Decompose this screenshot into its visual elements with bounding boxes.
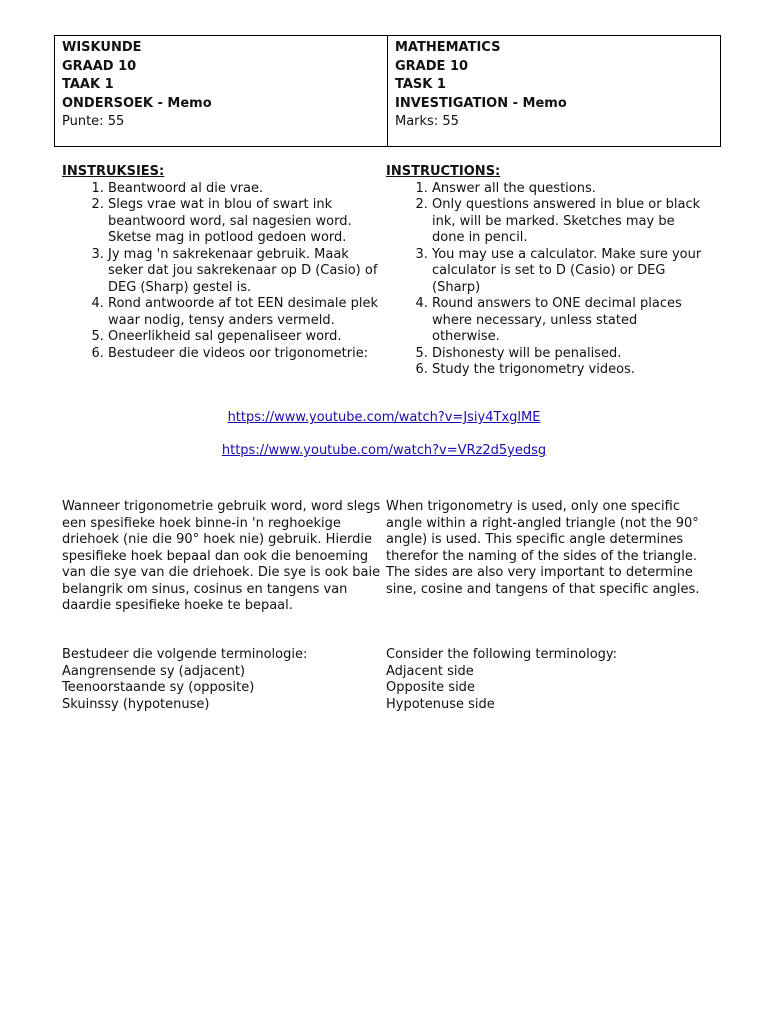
video-link-1-row	[0, 410, 768, 427]
instructions-english	[386, 164, 706, 379]
marks-label: Punte: 55	[62, 114, 125, 129]
list-item: 1. Beantwoord al die vrae.	[108, 181, 382, 198]
list-item: 3. Jy mag 'n sakrekenaar gebruik. Maak seker dat jou sakrekenaar op D (Casio) of DEG (Sharp) gestel is.	[108, 247, 382, 297]
term-adjacent: Aangrensende sy (adjacent)	[62, 663, 246, 679]
instructions-heading: INSTRUCTIONS:	[386, 164, 501, 179]
header-cell-afrikaans	[55, 36, 387, 146]
title-label: ONDERSOEK - Memo	[62, 95, 212, 111]
terminology-english	[386, 647, 706, 713]
terminology-intro: Bestudeer die volgende terminologie:	[62, 647, 308, 662]
list-item: 4. Round answers to ONE decimal places where necessary, unless stated otherwise.	[432, 296, 706, 346]
task-label: TAAK 1	[62, 77, 114, 92]
marks-label: Marks: 55	[395, 114, 459, 129]
term-opposite: Teenoorstaande sy (opposite)	[62, 680, 255, 695]
title-label: INVESTIGATION - Memo	[395, 95, 567, 111]
list-item: 2. Only questions answered in blue or black ink, will be marked. Sketches may be done in pencil.	[432, 197, 706, 247]
list-item: 6. Study the trigonometry videos.	[432, 362, 706, 379]
list-item: 5. Dishonesty will be penalised.	[432, 346, 706, 363]
term-adjacent: Adjacent side	[386, 663, 474, 679]
body-english	[386, 499, 706, 598]
body-paragraph: When trigonometry is used, only one specific angle within a right-angled triangle (not the 90° angle) is used. This specific angle determines therefor the naming of the sides of the triangle. The sides are also very important to determine sine, cosine and tangens of that specific angles.	[386, 499, 700, 597]
header-table	[54, 35, 721, 147]
instructions-afrikaans	[62, 164, 382, 362]
grade-label: GRAAD 10	[62, 58, 137, 74]
list-item: 4. Rond antwoorde af tot EEN desimale plek waar nodig, tensy anders vermeld.	[108, 296, 382, 329]
list-item: 6. Bestudeer die videos oor trigonometrie:	[108, 346, 382, 363]
list-item: 1. Answer all the questions.	[432, 181, 706, 198]
grade-label: GRADE 10	[395, 58, 469, 74]
list-item: 2. Slegs vrae wat in blou of swart ink beantwoord word, sal nagesien word. Sketse mag in potlood gedoen word.	[108, 197, 382, 247]
instructions-list	[386, 181, 706, 379]
term-hypotenuse: Skuinssy (hypotenuse)	[62, 696, 210, 712]
video-link-2[interactable]: https://www.youtube.com/watch?v=VRz2d5yedsg	[221, 443, 547, 458]
term-opposite: Opposite side	[386, 680, 475, 695]
video-link-1[interactable]: https://www.youtube.com/watch?v=Jsiy4TxglME	[227, 410, 541, 425]
terminology-afrikaans	[62, 647, 382, 713]
list-item: 3. You may use a calculator. Make sure your calculator is set to D (Casio) or DEG (Sharp)	[432, 247, 706, 297]
subject-label: MATHEMATICS	[395, 40, 501, 55]
body-afrikaans	[62, 499, 382, 615]
header-cell-english	[387, 36, 720, 146]
list-item: 5. Oneerlikheid sal gepenaliseer word.	[108, 329, 382, 346]
terminology-intro: Consider the following terminology:	[386, 647, 618, 662]
instructions-heading: INSTRUKSIES:	[62, 164, 165, 179]
video-link-2-row	[0, 443, 768, 460]
instructions-list	[62, 181, 382, 363]
task-label: TASK 1	[395, 77, 446, 92]
subject-label: WISKUNDE	[62, 40, 142, 55]
body-paragraph: Wanneer trigonometrie gebruik word, word slegs een spesifieke hoek binne-in 'n reghoekige driehoek (nie die 90° hoek nie) gebruik. Hierdie spesifieke hoek bepaal dan ook die benoeming van die sye van die driehoek. Die sye is ook baie belangrik om sinus, cosinus en tangens van daardie spesifieke hoeke te bepaal.	[62, 499, 381, 613]
term-hypotenuse: Hypotenuse side	[386, 696, 495, 712]
